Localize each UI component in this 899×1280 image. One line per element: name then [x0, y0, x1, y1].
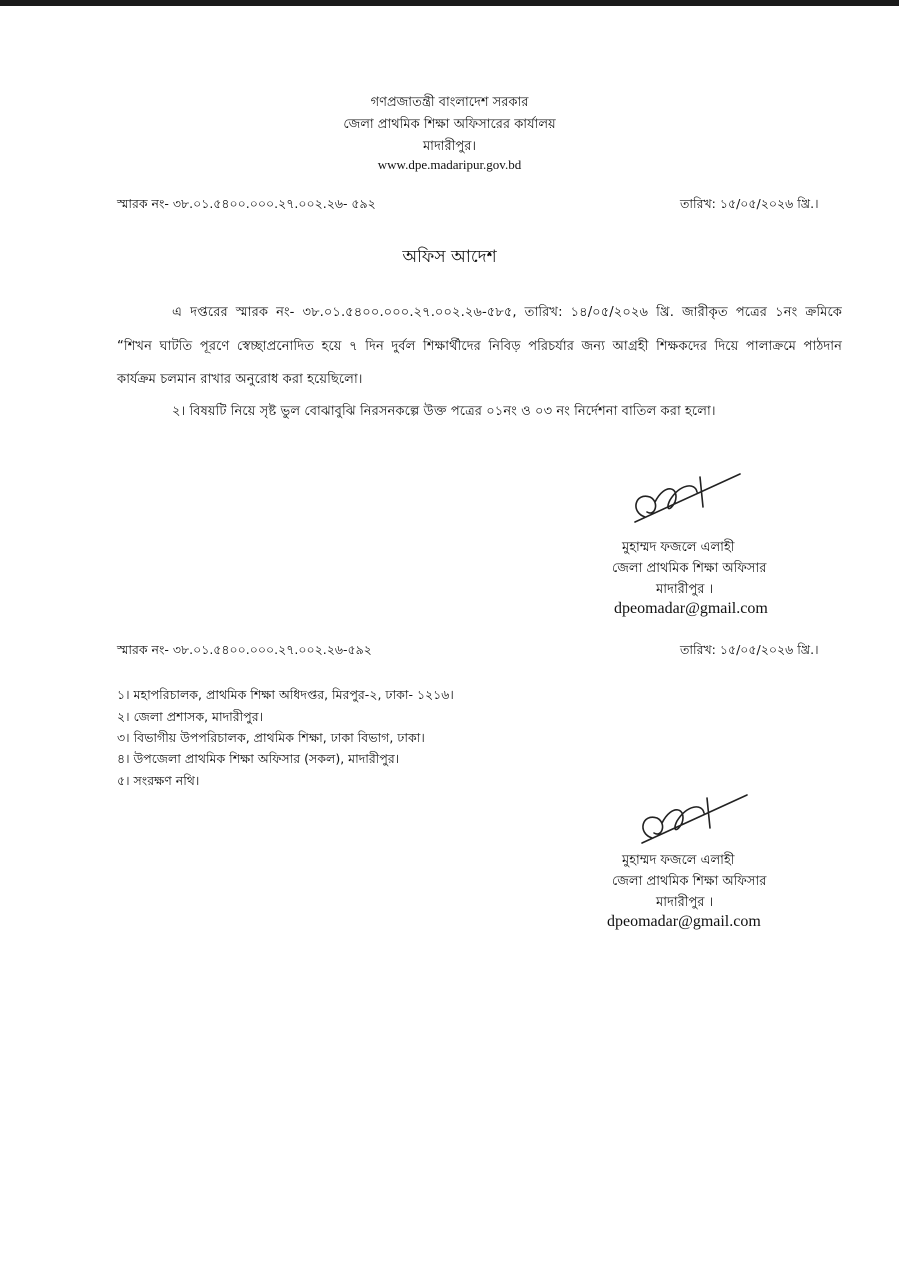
- signatory-2-name: মুহাম্মদ ফজলে এলাহী: [622, 853, 735, 868]
- scan-top-edge: [0, 0, 899, 6]
- body-paragraph-2: ২। বিষয়টি নিয়ে সৃষ্ট ভুল বোঝাবুঝি নিরসনকল্পে উক্ত পত্রের ০১নং ও ০৩ নং নির্দেশনা বাতিল করা হলো।: [172, 404, 716, 419]
- signatory-1-designation: জেলা প্রাথমিক শিক্ষা অফিসার: [612, 561, 767, 576]
- signature-2-image: [632, 783, 752, 848]
- memo-2-number: স্মারক নং- ৩৮.০১.৫৪০০.০০০.২৭.০০২.২৬-৫৯২: [117, 642, 372, 657]
- memo-2-date: তারিখ: ১৫/০৫/২০২৬ খ্রি.।: [680, 642, 819, 657]
- distribution-item-4: ৪। উপজেলা প্রাথমিক শিক্ষা অফিসার (সকল), মাদারীপুর।: [117, 751, 400, 766]
- signatory-2-designation: জেলা প্রাথমিক শিক্ষা অফিসার: [612, 874, 767, 889]
- header-website: www.dpe.madaripur.gov.bd: [377, 157, 522, 172]
- signatory-1-email: dpeomadar@gmail.com: [614, 600, 768, 617]
- body-line-3: কার্যক্রম চলমান রাখার অনুরোধ করা হয়েছিলো।: [117, 372, 363, 387]
- header-government: গণপ্রজাতন্ত্রী বাংলাদেশ সরকার: [370, 95, 529, 110]
- signatory-2-location: মাদারীপুর ।: [656, 895, 714, 910]
- distribution-item-1: ১। মহাপরিচালক, প্রাথমিক শিক্ষা অধিদপ্তর, মিরপুর-২, ঢাকা- ১২১৬।: [117, 687, 454, 702]
- distribution-item-2: ২। জেলা প্রশাসক, মাদারীপুর।: [117, 709, 264, 724]
- distribution-item-3: ৩। বিভাগীয় উপপরিচালক, প্রাথমিক শিক্ষা, ঢাকা বিভাগ, ঢাকা।: [117, 730, 425, 745]
- signature-1-image: [625, 462, 745, 527]
- memo-number: স্মারক নং- ৩৮.০১.৫৪০০.০০০.২৭.০০২.২৬- ৫৯২: [117, 196, 376, 211]
- signatory-1-name: মুহাম্মদ ফজলে এলাহী: [622, 540, 735, 555]
- signatory-2-email: dpeomadar@gmail.com: [607, 913, 761, 930]
- body-line-1: এ দপ্তরের স্মারক নং- ৩৮.০১.৫৪০০.০০০.২৭.০০২.২৬-৫৮৫, তারিখ: ১৪/০৫/২০২৬ খ্রি. জারীকৃত পত্রের ১নং ক্রমিকে: [172, 305, 842, 320]
- memo-date: তারিখ: ১৫/০৫/২০২৬ খ্রি.।: [680, 196, 819, 211]
- signatory-1-location: মাদারীপুর ।: [656, 582, 714, 597]
- header-office: জেলা প্রাথমিক শিক্ষা অফিসারের কার্যালয়: [343, 117, 556, 132]
- order-title: অফিস আদেশ: [402, 247, 497, 267]
- body-line-2: “শিখন ঘাটতি পূরণে স্বেচ্ছাপ্রনোদিত হয়ে ৭ দিন দুর্বল শিক্ষার্থীদের নিবিড় পরিচর্যার জন্য আগ্রহী শিক্ষকদের দিয়ে পালাক্রমে পাঠদান: [117, 339, 842, 354]
- header-district: মাদারীপুর।: [422, 139, 477, 154]
- distribution-item-5: ৫। সংরক্ষণ নথি।: [117, 773, 200, 788]
